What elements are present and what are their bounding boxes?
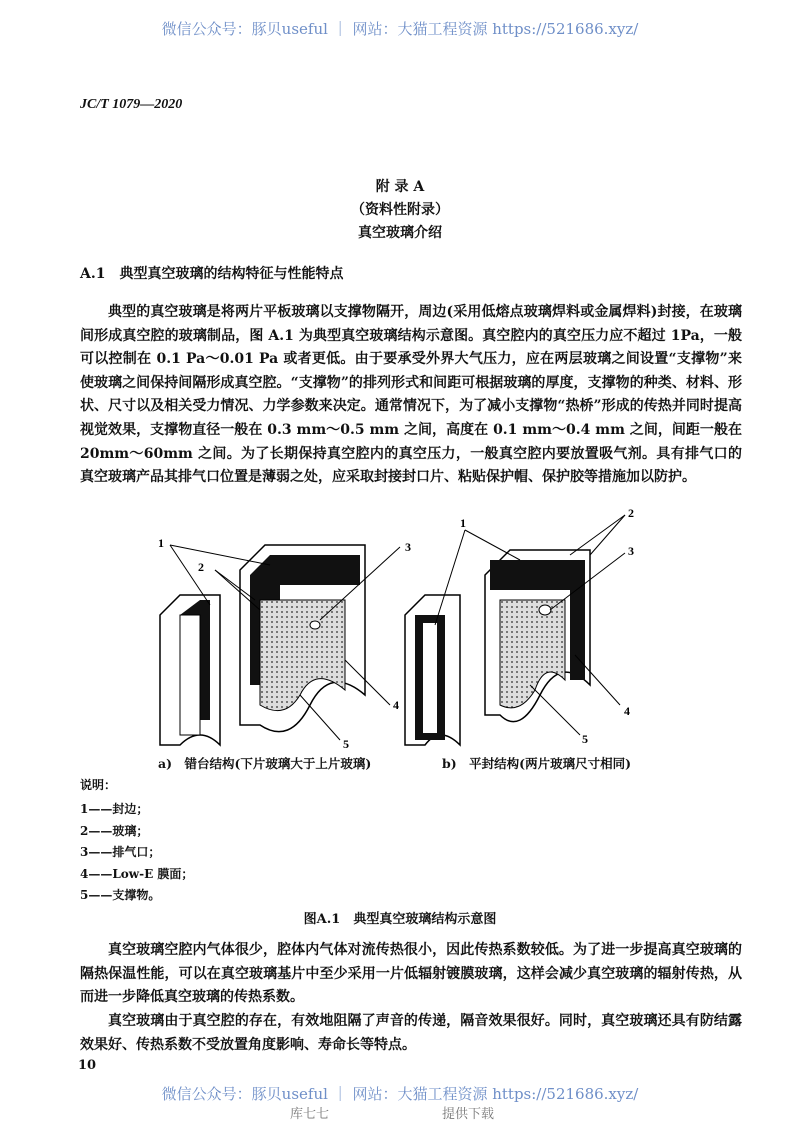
paragraph-2: 真空玻璃空腔内气体很少，腔体内气体对流传热很小，因此传热系数较低。为了进一步提高真空玻璃的隔热保温性能，可以在真空玻璃基片中至少采用一片低辐射镀膜玻璃，这样会减少真空玻璃的辐射传热，从而进一步降低真空玻璃的传热系数。 <box>80 942 742 1006</box>
appendix-title: 附 录 A <box>375 179 425 195</box>
subcaption-a: a) 错台结构(下片玻璃大于上片玻璃) <box>158 756 372 771</box>
footer-left: 库七七 <box>290 1107 330 1122</box>
legend-item-4: 4——Low-E 膜面； <box>80 867 194 881</box>
paragraph-3: 真空玻璃由于真空腔的存在，有效地阻隔了声音的传递，隔音效果很好。同时，真空玻璃还具有防结露效果好、传热系数不受放置角度影响、寿命长等特点。 <box>80 1013 742 1053</box>
legend-title: 说明： <box>80 778 117 792</box>
standard-number: JC/T 1079—2020 <box>80 97 183 112</box>
watermark-header: 微信公众号：豚贝useful ｜ 网站：大猫工程资源 https://521686.xyz/ <box>161 20 639 38</box>
callout-3a: 3 <box>405 540 411 554</box>
callout-5a: 5 <box>343 737 349 751</box>
footer-right: 提供下载 <box>442 1107 495 1122</box>
callout-4b: 4 <box>624 704 630 718</box>
callout-1a: 1 <box>158 536 164 550</box>
section-heading: A.1 典型真空玻璃的结构特征与性能特点 <box>80 266 344 282</box>
legend-item-3: 3——排气口； <box>80 845 161 859</box>
callout-4a: 4 <box>393 698 399 712</box>
figure-a-diagram <box>160 545 365 745</box>
callout-2b: 2 <box>628 506 634 520</box>
callout-3b: 3 <box>628 544 634 558</box>
figure-b-diagram <box>405 550 590 745</box>
figure-caption: 图A.1 典型真空玻璃结构示意图 <box>303 912 497 927</box>
paragraph-1: 典型的真空玻璃是将两片平板玻璃以支撑物隔开，周边(采用低熔点玻璃焊料或金属焊料)封接，在玻璃间形成真空腔的玻璃制品，图 A.1 为典型真空玻璃结构示意图。真空腔内的真空压力应不超过 1Pa，一般可以控制在 0.1 Pa～0.01 Pa 或者更低。由于要承受外界大气压力，应在两层玻璃之间设置“支撑物”来使玻璃之间保持间隔形成真空腔。“支撑物”的排列形式和间距可根据玻璃的厚度，支撑物的种类、材料、形状、尺寸以及相关受力情况、力学参数来决定。通常情况下，为了减小支撑物“热桥”形成的传热并同时提高视觉效果，支撑物直径一般在 0.3 mm～0.5 mm 之间，高度在 0.1 mm～0.4 mm 之间，间距一般在 20mm～60mm 之间。为了长期保持真空腔内的真空压力，一般真空腔内要放置吸气剂。具有排气口的真空玻璃产品其排气口位置是薄弱之处，应采取封接封口片、粘贴保护帽、保护胶等措施加以防护。 <box>80 304 742 486</box>
page-number: 10 <box>78 1058 97 1073</box>
legend-item-5: 5——支撑物。 <box>80 888 161 902</box>
callout-5b: 5 <box>582 732 588 746</box>
appendix-subtitle: （资料性附录） <box>351 202 449 218</box>
subcaption-b: b) 平封结构(两片玻璃尺寸相同) <box>442 756 631 771</box>
callout-2a: 2 <box>198 560 204 574</box>
appendix-name: 真空玻璃介绍 <box>358 225 442 241</box>
legend-item-2: 2——玻璃； <box>80 824 149 838</box>
callout-1b: 1 <box>460 516 466 530</box>
watermark-footer: 微信公众号：豚贝useful ｜ 网站：大猫工程资源 https://521686.xyz/ <box>161 1085 639 1103</box>
vacuum-glass-figure <box>150 505 650 760</box>
legend-item-1: 1——封边； <box>80 802 149 816</box>
